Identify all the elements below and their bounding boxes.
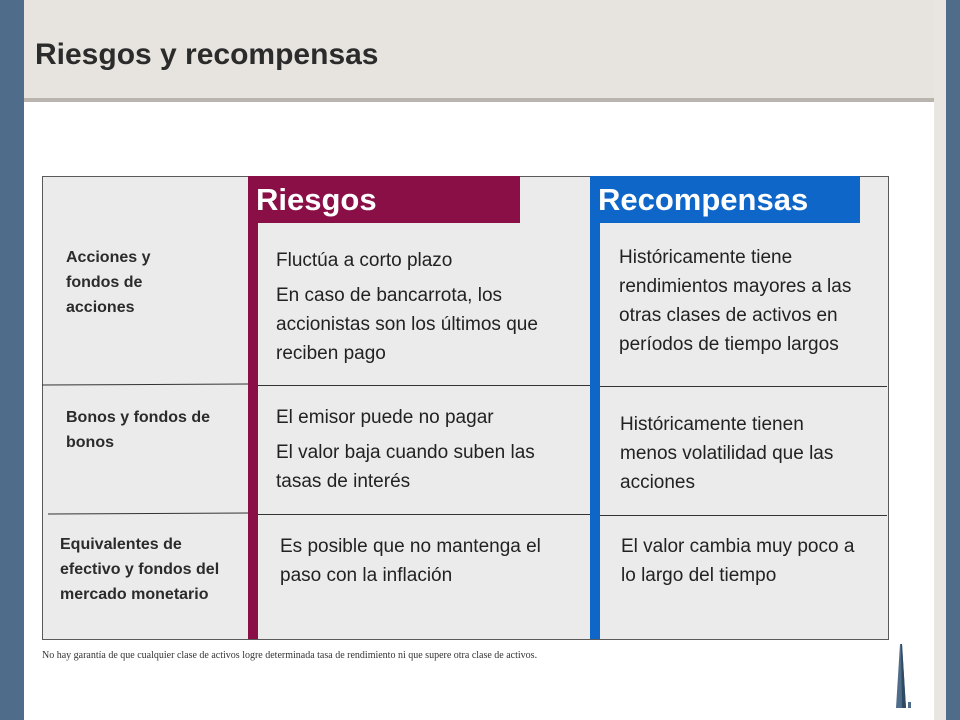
right-frame-inner bbox=[934, 0, 946, 720]
riesgos-item: El valor baja cuando suben las tasas de interés bbox=[276, 442, 535, 492]
recompensas-column-bar bbox=[590, 176, 600, 639]
riesgos-header: Riesgos bbox=[248, 176, 520, 223]
recompensas-item: El valor cambia muy poco a lo largo del tiempo bbox=[621, 536, 855, 586]
riesgos-item: Fluctúa a corto plazo bbox=[276, 250, 453, 271]
disclaimer-footnote: No hay garantía de que cualquier clase de activos logre determinada tasa de rendimiento ni que supere otra clase de activos. bbox=[42, 650, 538, 661]
recompensas-cell-efectivo bbox=[621, 532, 856, 590]
recompensas-header: Recompensas bbox=[590, 176, 860, 223]
right-frame-bar bbox=[946, 0, 960, 720]
riesgos-cell-efectivo bbox=[280, 532, 585, 590]
recompensas-cell-acciones bbox=[619, 243, 869, 359]
riesgos-item: Es posible que no mantenga el paso con la inflación bbox=[280, 536, 541, 586]
riesgos-cell-bonos bbox=[276, 403, 576, 496]
recompensas-item: Históricamente tiene rendimientos mayores a las otras clases de activos en períodos de tiempo largos bbox=[619, 247, 852, 355]
left-frame-bar bbox=[0, 0, 24, 720]
header-divider bbox=[24, 98, 934, 102]
recompensas-item: Históricamente tienen menos volatilidad que las acciones bbox=[620, 414, 834, 493]
row-divider bbox=[258, 514, 590, 515]
riesgos-cell-acciones bbox=[276, 246, 576, 368]
recompensas-cell-bonos bbox=[620, 410, 865, 497]
row-divider bbox=[600, 386, 887, 387]
riesgos-item: En caso de bancarrota, los accionistas son los últimos que reciben pago bbox=[276, 285, 538, 364]
tower-icon bbox=[886, 644, 916, 710]
row-divider bbox=[600, 515, 887, 516]
page-title: Riesgos y recompensas bbox=[35, 38, 379, 71]
row-divider bbox=[258, 385, 590, 386]
riesgos-column-bar bbox=[248, 176, 258, 639]
row-label-acciones: Acciones y fondos de acciones bbox=[66, 249, 151, 316]
row-label-bonos: Bonos y fondos de bonos bbox=[66, 409, 210, 451]
row-label-efectivo: Equivalentes de efectivo y fondos del mercado monetario bbox=[60, 536, 220, 603]
riesgos-item: El emisor puede no pagar bbox=[276, 407, 494, 428]
